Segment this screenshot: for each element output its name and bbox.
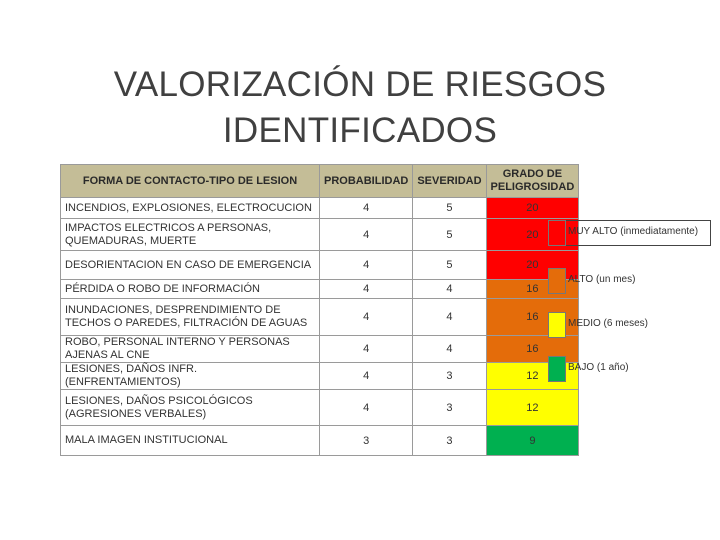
- title-line-2: IDENTIFICADOS: [222, 111, 498, 150]
- cell-probabilidad: 4: [320, 219, 413, 251]
- legend-highlight-box: [566, 220, 711, 246]
- table-row: [61, 280, 579, 299]
- legend-label: BAJO (1 año): [568, 362, 629, 373]
- title-line-1: VALORIZACIÓN DE RIESGOS: [113, 65, 607, 104]
- risk-valuation-table: [60, 164, 579, 456]
- legend-label: ALTO (un mes): [568, 274, 636, 285]
- cell-severidad: 4: [413, 336, 486, 363]
- table-row: [61, 390, 579, 426]
- table-row: [61, 219, 579, 251]
- cell-forma: INCENDIOS, EXPLOSIONES, ELECTROCUCION: [61, 198, 320, 219]
- cell-grado: 16: [486, 336, 579, 363]
- cell-severidad: 5: [413, 251, 486, 280]
- cell-severidad: 5: [413, 219, 486, 251]
- legend-label: MEDIO (6 meses): [568, 318, 649, 329]
- cell-grado: 16: [486, 299, 579, 336]
- cell-grado: 20: [486, 198, 579, 219]
- cell-probabilidad: 3: [320, 426, 413, 456]
- header-forma: FORMA DE CONTACTO-TIPO DE LESION: [61, 165, 320, 198]
- table-body: [61, 198, 579, 456]
- table-row: [61, 426, 579, 456]
- cell-grado: 16: [486, 280, 579, 299]
- slide-title: [0, 62, 720, 154]
- table-row: [61, 299, 579, 336]
- cell-probabilidad: 4: [320, 299, 413, 336]
- cell-probabilidad: 4: [320, 390, 413, 426]
- cell-grado: 9: [486, 426, 579, 456]
- legend-swatch: [548, 220, 566, 246]
- cell-forma: INUNDACIONES, DESPRENDIMIENTO DE TECHOS O PAREDES, FILTRACIÓN DE AGUAS: [61, 299, 320, 336]
- cell-forma: IMPACTOS ELECTRICOS A PERSONAS, QUEMADURAS, MUERTE: [61, 219, 320, 251]
- cell-severidad: 4: [413, 280, 486, 299]
- cell-grado: 12: [486, 390, 579, 426]
- header-severidad: SEVERIDAD: [413, 165, 486, 198]
- legend-label: MUY ALTO (inmediatamente): [568, 226, 699, 237]
- cell-grado: 12: [486, 363, 579, 390]
- cell-forma: MALA IMAGEN INSTITUCIONAL: [61, 426, 320, 456]
- table-row: [61, 198, 579, 219]
- cell-grado: 20: [486, 219, 579, 251]
- table-row: [61, 251, 579, 280]
- legend-swatch: [548, 356, 566, 382]
- cell-grado: 20: [486, 251, 579, 280]
- cell-severidad: 3: [413, 390, 486, 426]
- cell-forma: DESORIENTACION EN CASO DE EMERGENCIA: [61, 251, 320, 280]
- cell-probabilidad: 4: [320, 363, 413, 390]
- cell-forma: LESIONES, DAÑOS INFR. (ENFRENTAMIENTOS): [61, 363, 320, 390]
- header-probabilidad: PROBABILIDAD: [320, 165, 413, 198]
- cell-severidad: 5: [413, 198, 486, 219]
- cell-forma: ROBO, PERSONAL INTERNO Y PERSONAS AJENAS AL CNE: [61, 336, 320, 363]
- cell-probabilidad: 4: [320, 280, 413, 299]
- legend-swatch: [548, 312, 566, 338]
- cell-severidad: 3: [413, 426, 486, 456]
- table-row: [61, 336, 579, 363]
- cell-forma: PÉRDIDA O ROBO DE INFORMACIÓN: [61, 280, 320, 299]
- cell-forma: LESIONES, DAÑOS PSICOLÓGICOS (AGRESIONES VERBALES): [61, 390, 320, 426]
- legend-swatch: [548, 268, 566, 294]
- cell-severidad: 3: [413, 363, 486, 390]
- table-row: [61, 363, 579, 390]
- cell-probabilidad: 4: [320, 336, 413, 363]
- cell-probabilidad: 4: [320, 198, 413, 219]
- cell-severidad: 4: [413, 299, 486, 336]
- header-grado: GRADO DE PELIGROSIDAD: [486, 165, 579, 198]
- cell-probabilidad: 4: [320, 251, 413, 280]
- table-header-row: [61, 165, 579, 198]
